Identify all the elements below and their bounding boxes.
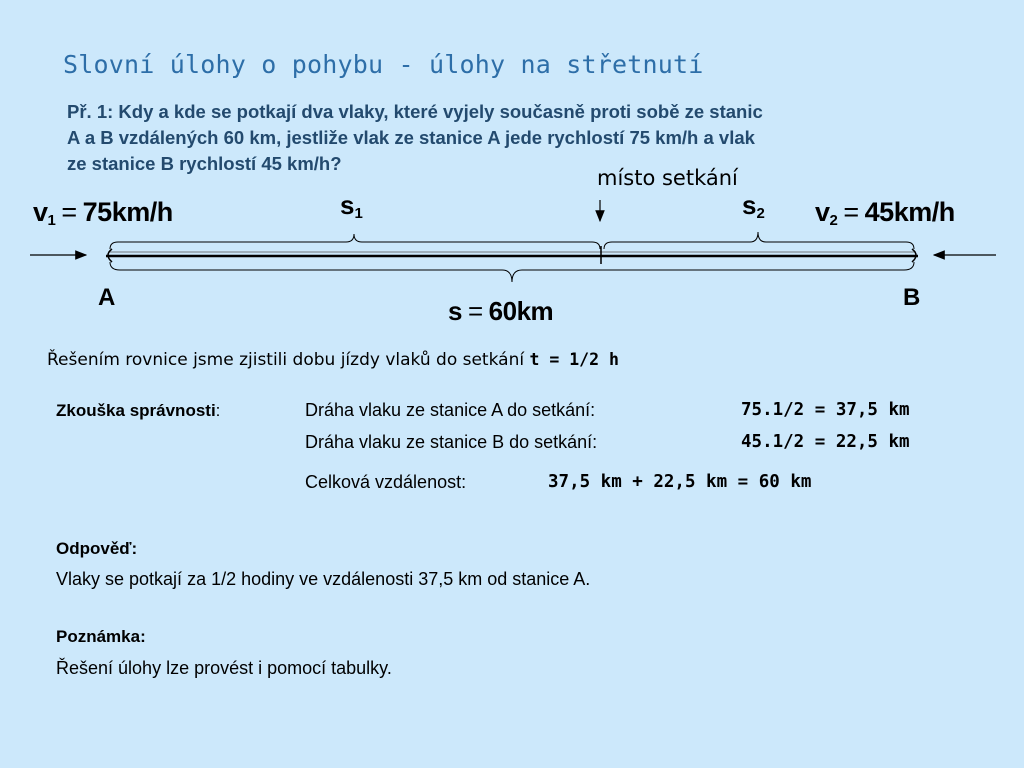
check-row-2-value: 45.1/2 = 22,5 km — [741, 432, 910, 452]
solution-statement: Řešením rovnice jsme zjistili dobu jízdy vlaků do setkání t = 1/2 h — [47, 350, 619, 370]
problem-line-3: ze stanice B rychlostí 45 km/h? — [67, 153, 342, 174]
note-label: Poznámka: — [56, 627, 146, 646]
check-row-1-text: Dráha vlaku ze stanice A do setkání: — [305, 400, 596, 420]
segment-s2-label: $s_2$ — [742, 190, 765, 222]
segment-s1-label: $s_1$ — [340, 190, 363, 222]
meeting-point-label: místo setkání — [597, 166, 738, 190]
station-a-label: A — [98, 284, 116, 311]
total-distance-label: s = 60km — [448, 296, 554, 326]
answer-label: Odpověď: — [56, 539, 138, 558]
brace-s-total — [110, 262, 914, 282]
check-row-1-value: 75.1/2 = 37,5 km — [741, 400, 910, 420]
velocity-2: $v_2 = 45km/h$ — [815, 197, 955, 229]
note-text: Řešení úlohy lze provést i pomocí tabulky. — [56, 658, 392, 678]
problem-line-2: A a B vzdálených 60 km, jestliže vlak ze stanice A jede rychlostí 75 km/h a vlak — [67, 127, 755, 148]
problem-line-1: Př. 1: Kdy a kde se potkají dva vlaky, které vyjely současně proti sobě ze stanic — [67, 101, 763, 122]
check-label: Zkouška správnosti: — [56, 401, 221, 420]
answer-text: Vlaky se potkají za 1/2 hodiny ve vzdálenosti 37,5 km od stanice A. — [56, 569, 591, 589]
station-b-label: B — [903, 284, 921, 311]
velocity-1: $v_1 = 75km/h$ — [33, 197, 173, 229]
brace-s1 — [110, 234, 600, 249]
time-result: t = 1/2 h — [529, 350, 619, 369]
page-title: Slovní úlohy o pohybu - úlohy na střetnutí — [63, 50, 704, 79]
check-row-2-text: Dráha vlaku ze stanice B do setkání: — [305, 432, 598, 452]
check-total-value: 37,5 km + 22,5 km = 60 km — [548, 472, 812, 492]
brace-s2 — [604, 232, 914, 249]
check-total-text: Celková vzdálenost: — [305, 472, 467, 492]
